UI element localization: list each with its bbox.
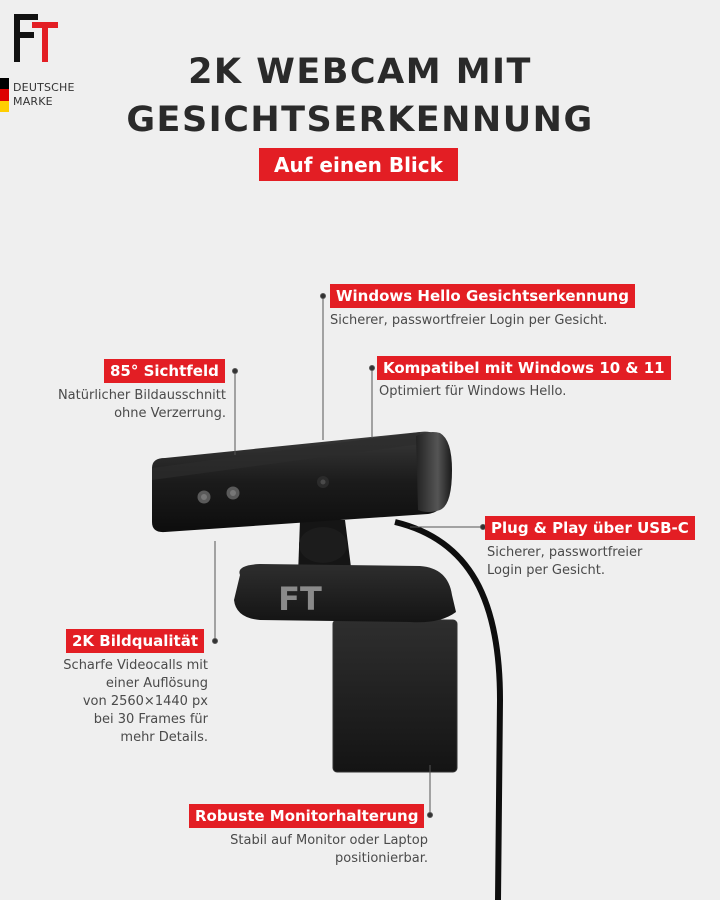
feature-desc-quality-line: Scharfe Videocalls mit <box>63 658 208 673</box>
brand-country-line1: DEUTSCHE <box>13 81 75 94</box>
brand-country-line2: MARKE <box>13 95 53 108</box>
subhead-badge: Auf einen Blick <box>259 148 458 181</box>
feature-desc-quality-line: bei 30 Frames für <box>93 712 208 727</box>
feature-desc-mount-line1: Stabil auf Monitor oder Laptop <box>230 833 428 848</box>
headline-line2: GESICHTSERKENNUNG <box>126 100 594 140</box>
feature-desc-field-of-view <box>58 387 226 423</box>
feature-label-compatible: Kompatibel mit Windows 10 & 11 <box>377 356 671 380</box>
feature-desc-quality-line: mehr Details. <box>120 730 208 745</box>
feature-desc-quality-line: von 2560×1440 px <box>82 694 208 709</box>
feature-label-plug-play: Plug & Play über USB-C <box>485 516 695 540</box>
feature-desc-quality <box>63 657 208 747</box>
feature-label-quality: 2K Bildqualität <box>66 629 204 653</box>
feature-label-mount: Robuste Monitorhalterung <box>189 804 424 828</box>
feature-desc-field-of-view-line1: Natürlicher Bildausschnitt <box>57 388 226 403</box>
feature-desc-quality-line: einer Auflösung <box>105 676 208 691</box>
feature-label-windows-hello: Windows Hello Gesichtserkennung <box>330 284 635 308</box>
feature-label-field-of-view: 85° Sichtfeld <box>104 359 225 383</box>
feature-desc-field-of-view-line2: ohne Verzerrung. <box>114 406 226 421</box>
feature-desc-windows-hello: Sicherer, passwortfreier Login per Gesicht. <box>330 313 608 328</box>
headline-line1: 2K WEBCAM MIT <box>188 52 532 92</box>
feature-desc-mount <box>230 832 428 868</box>
feature-desc-plug-play <box>487 544 642 580</box>
feature-desc-plug-play-line2: Login per Gesicht. <box>487 563 606 578</box>
feature-desc-compatible: Optimiert für Windows Hello. <box>379 384 567 399</box>
feature-desc-mount-line2: positionierbar. <box>335 851 428 866</box>
product-ft-logo: FT <box>278 580 322 618</box>
feature-desc-plug-play-line1: Sicherer, passwortfreier <box>487 545 643 560</box>
